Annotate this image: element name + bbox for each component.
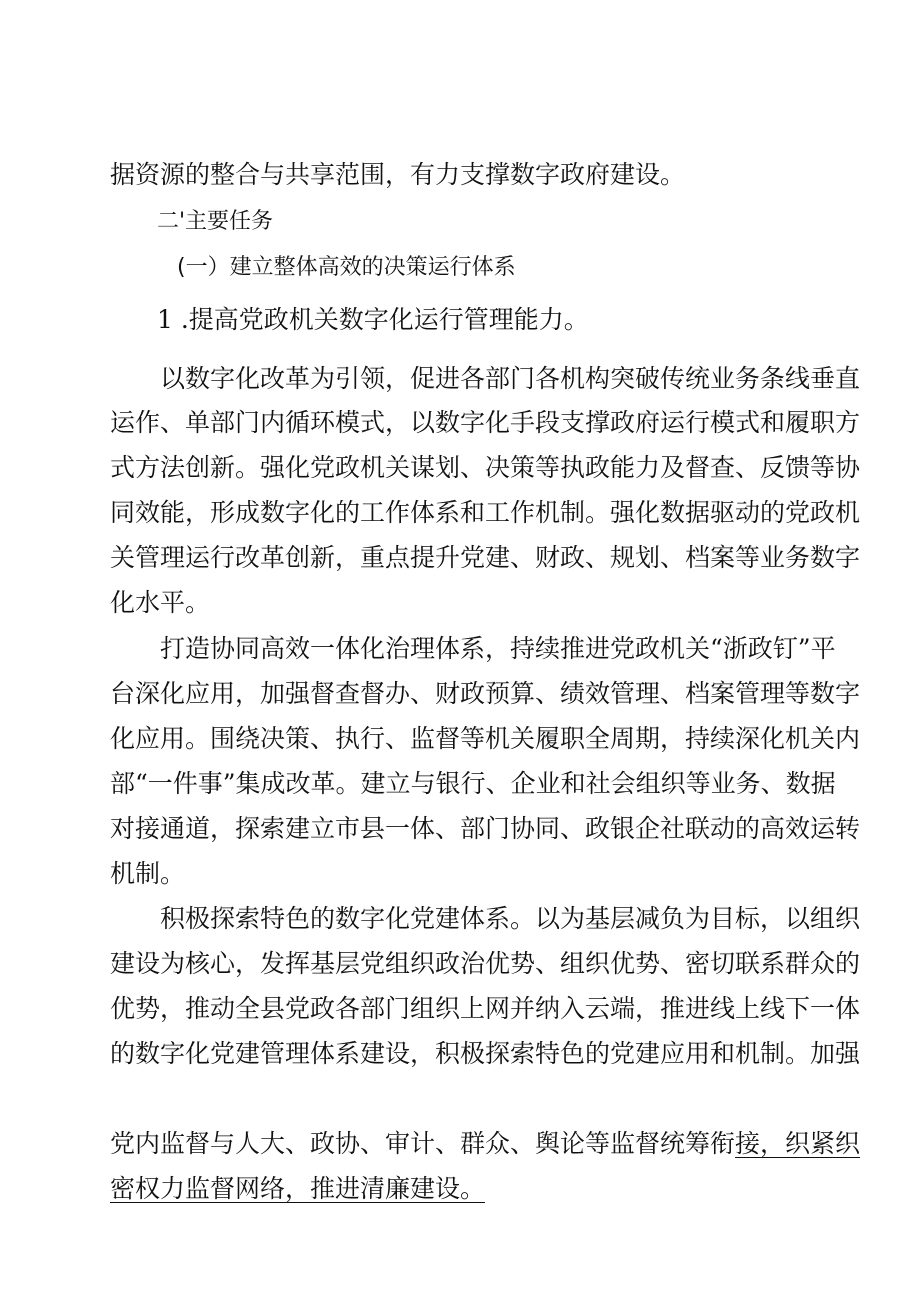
paragraph-line: 建设为核心，发挥基层党组织政治优势、组织优势、密切联系群众的: [110, 949, 861, 978]
section-title: 二'主要任务: [157, 209, 274, 234]
paragraph-line: 化应用。围绕决策、执行、监督等机关履职全周期，持续深化机关内: [110, 724, 861, 753]
plain-text: 党内监督与人大、政协、审计、群众、舆论等监督统筹衔: [110, 1129, 736, 1158]
paragraph-line: 对接通道，探索建立市县一体、部门协同、政银企社联动的高效运转: [110, 814, 861, 843]
item-title: 1 .提高党政机关数字化运行管理能力。: [157, 305, 589, 334]
paragraph-line-mixed: [110, 1127, 861, 1161]
paragraph-line: 机制。: [110, 859, 186, 888]
paragraph-line: 的数字化党建管理体系建设，积极探索特色的党建应用和机制。加强: [110, 1039, 861, 1068]
paragraph-line: 积极探索特色的数字化党建体系。以为基层减负为目标，以组织: [160, 904, 861, 933]
paragraph-line: 以数字化改革为引领，促进各部门各机构突破传统业务条线垂直: [160, 364, 861, 393]
underlined-text: 密权力监督网络，推进清廉建设。: [110, 1174, 486, 1203]
paragraph-line: 同效能，形成数字化的工作体系和工作机制。强化数据驱动的党政机: [110, 498, 861, 527]
intro-line: 据资源的整合与共享范围，有力支撑数字政府建设。: [110, 160, 686, 189]
paragraph-line: 关管理运行改革创新，重点提升党建、财政、规划、档案等业务数字: [110, 543, 861, 572]
paragraph-line: 优势，推动全县党政各部门组织上网并纳入云端，推进线上线下一体: [110, 994, 861, 1023]
paragraph-line: 台深化应用，加强督查督办、财政预算、绩效管理、档案管理等数字: [110, 679, 861, 708]
paragraph-line: 部“一件事”集成改革。建立与银行、企业和社会组织等业务、数据: [110, 769, 836, 798]
paragraph-line: 式方法创新。强化党政机关谋划、决策等执政能力及督查、反馈等协: [110, 453, 861, 482]
subsection-title: (一）建立整体高效的决策运行体系: [177, 255, 516, 280]
paragraph-line: [110, 1172, 810, 1206]
paragraph-line: 运作、单部门内循环模式，以数字化手段支撑政府运行模式和履职方: [110, 408, 861, 437]
underlined-text: 接，织紧织: [735, 1129, 861, 1158]
paragraph-line: 打造协同高效一体化治理体系，持续推进党政机关“浙政钉”平: [160, 634, 836, 663]
paragraph-line: 化水平。: [110, 588, 211, 617]
